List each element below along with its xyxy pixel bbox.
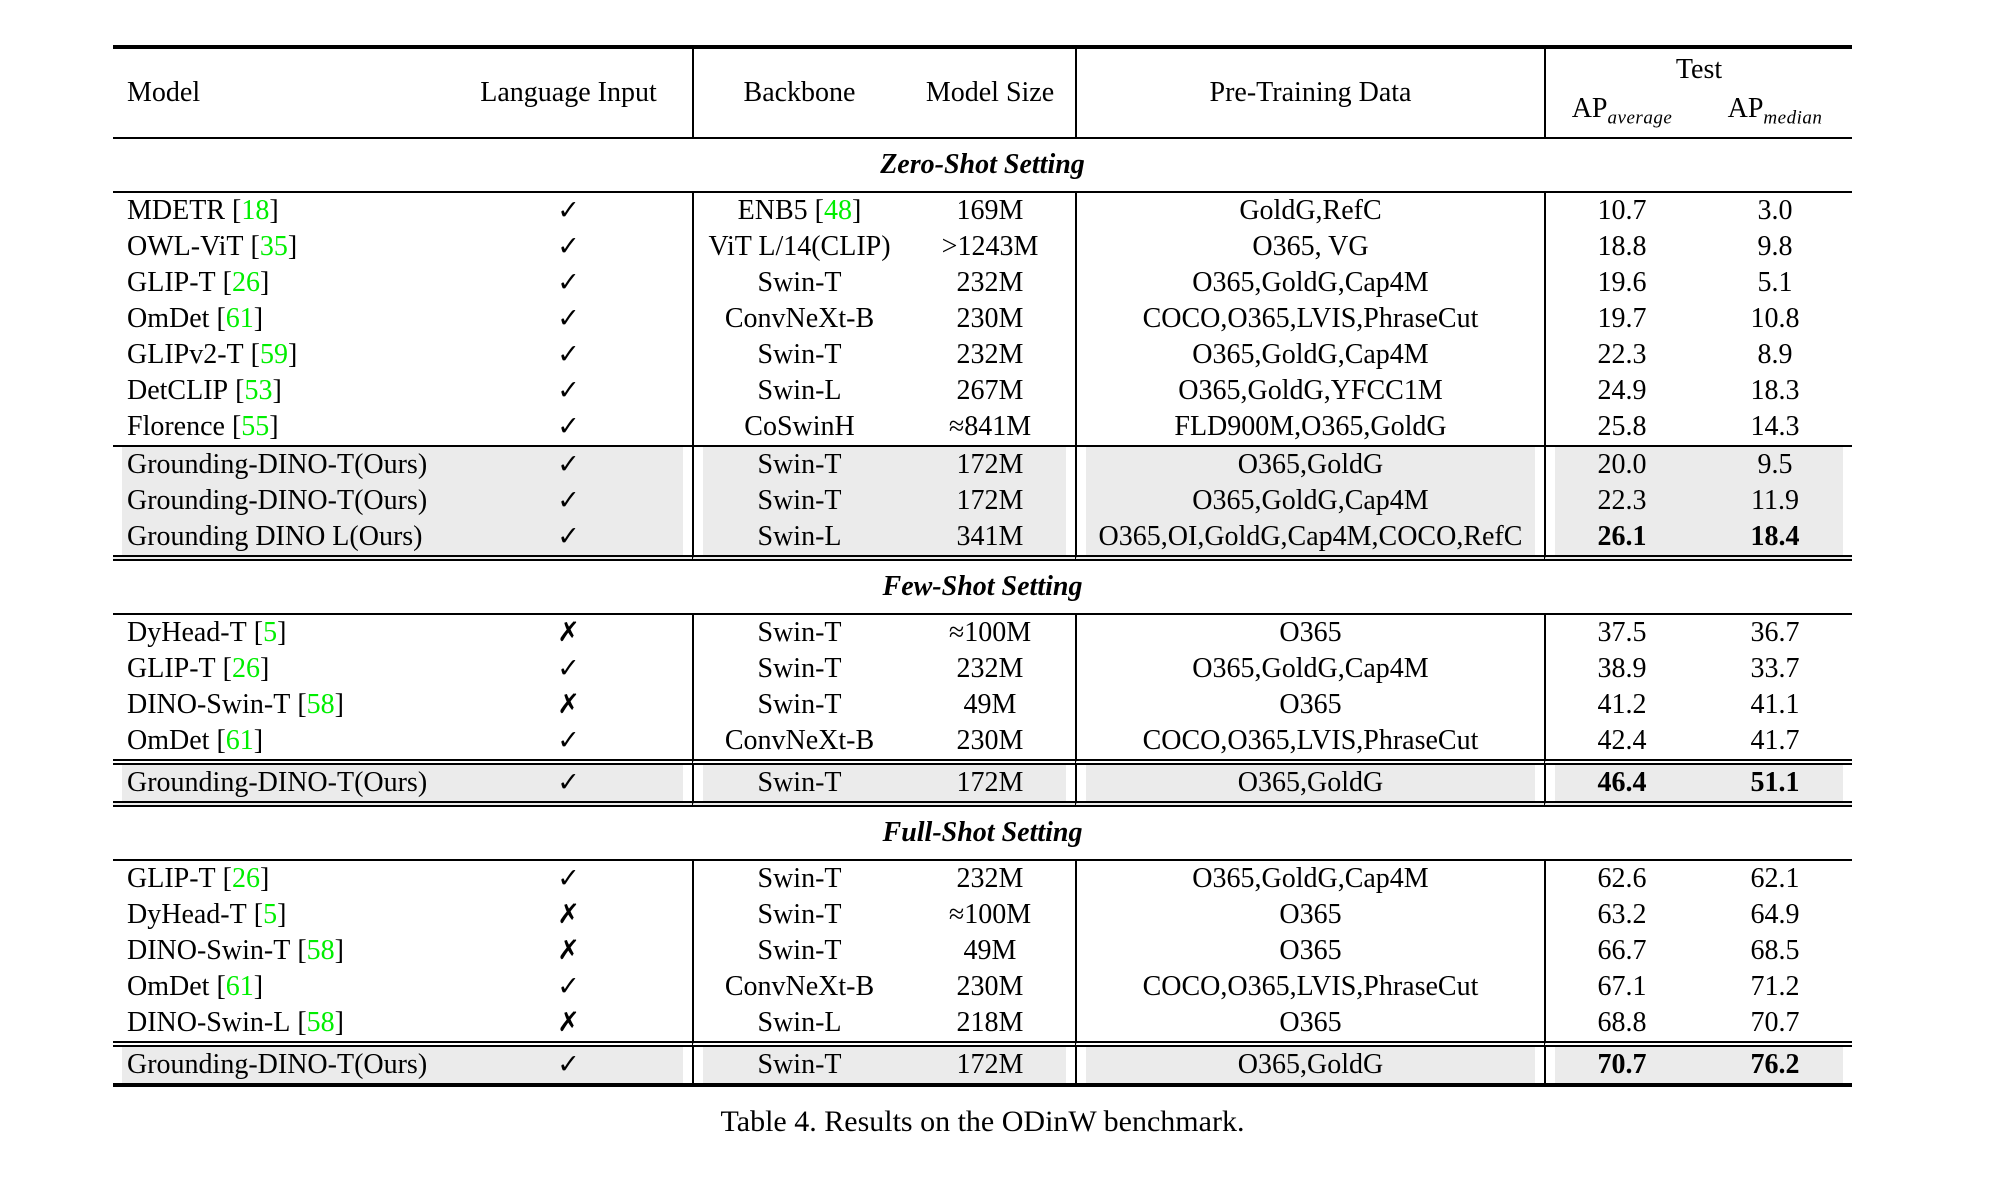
model-name: DINO-Swin-L [127, 1006, 291, 1038]
backbone-cell: ViT L/14(CLIP) [692, 229, 905, 265]
ap-average-cell: 22.3 [1544, 483, 1698, 519]
language-input-cell [445, 615, 692, 651]
section-header-few-shot [113, 561, 1852, 615]
ap-median-cell: 71.2 [1750, 970, 1800, 1002]
check-icon: ✓ [557, 448, 580, 480]
citation-number: 58 [306, 934, 335, 966]
model-cell [113, 483, 445, 519]
model-name: Grounding DINO L(Ours) [127, 520, 423, 552]
ap-average-cell: 37.5 [1544, 615, 1698, 651]
table-row [113, 229, 1852, 265]
table-row [113, 651, 1852, 687]
check-icon: ✓ [557, 194, 580, 226]
ap-average-cell: 70.7 [1544, 1047, 1698, 1083]
language-input-cell [445, 337, 692, 373]
model-cell [113, 933, 445, 969]
model-name: OmDet [127, 724, 210, 756]
check-icon: ✓ [557, 266, 580, 298]
ap-median-cell: 9.8 [1757, 230, 1793, 262]
ap-average-cell: 26.1 [1544, 519, 1698, 561]
pretrain-cell: GoldG,RefC [1075, 193, 1544, 229]
table-row [113, 1005, 1852, 1047]
col-header-ap-median [1698, 91, 1852, 139]
ap-median-cell: 41.7 [1698, 723, 1852, 765]
model-cell [113, 193, 445, 229]
ap-median-cell: 9.5 [1698, 447, 1852, 483]
check-icon: ✓ [557, 484, 580, 516]
language-input-cell [445, 687, 692, 723]
pretrain-cell: O365,OI,GoldG,Cap4M,COCO,RefC [1075, 519, 1544, 561]
section-title: Zero-Shot Setting [113, 139, 1852, 193]
model-name: DetCLIP [127, 374, 229, 406]
ap-median-cell: 33.7 [1750, 652, 1800, 684]
ap-median-cell: 8.9 [1757, 338, 1793, 370]
backbone-cell: Swin-T [692, 765, 905, 807]
ap-median-cell: 51.1 [1698, 765, 1852, 807]
backbone-cell: Swin-T [692, 1047, 905, 1083]
table-row [113, 193, 1852, 229]
backbone-cell: Swin-L [692, 519, 905, 561]
pretrain-cell: O365 [1075, 1005, 1544, 1047]
ap-median-cell: 70.7 [1698, 1005, 1852, 1047]
model-name: Grounding-DINO-T(Ours) [127, 448, 428, 480]
pretrain-cell: O365,GoldG [1075, 1047, 1544, 1083]
language-input-cell [445, 447, 692, 483]
citation-number: 53 [244, 374, 273, 406]
language-input-cell [445, 483, 692, 519]
language-input-cell [445, 969, 692, 1005]
ap-average-cell: 19.7 [1544, 301, 1698, 337]
check-icon: ✓ [557, 724, 580, 756]
check-icon: ✓ [557, 862, 580, 894]
model-size-cell: 49M [963, 934, 1017, 966]
check-icon: ✓ [557, 1048, 580, 1080]
backbone-cell: Swin-T [692, 337, 905, 373]
model-size-cell: 232M [956, 338, 1024, 370]
model-size-cell: 169M [956, 194, 1024, 226]
ap-median-cell: 62.1 [1750, 862, 1800, 894]
citation-number: 5 [263, 898, 278, 930]
model-cell [113, 519, 445, 561]
citation [251, 231, 298, 262]
citation-number: 59 [259, 338, 288, 370]
model-cell [113, 861, 445, 897]
model-size-cell: ≈841M [905, 409, 1075, 447]
model-name: Grounding-DINO-T(Ours) [127, 484, 428, 516]
col-header-test: Test [1544, 49, 1852, 91]
ap-average-cell: 25.8 [1544, 409, 1698, 447]
table-caption: Table 4. Results on the ODinW benchmark. [720, 1104, 1245, 1138]
model-name: DyHead-T [127, 616, 247, 648]
ap-average-cell: 38.9 [1544, 651, 1698, 687]
ap-average-cell: 67.1 [1544, 969, 1698, 1005]
cross-icon: ✗ [557, 688, 580, 720]
table-row [113, 687, 1852, 723]
model-cell [113, 1047, 445, 1083]
table-row [113, 723, 1852, 765]
model-name: Grounding-DINO-T(Ours) [127, 766, 428, 798]
model-cell [113, 265, 445, 301]
model-size-cell: 172M [905, 1047, 1075, 1083]
ap-average-cell: 20.0 [1544, 447, 1698, 483]
paper-table-figure [113, 45, 1852, 1141]
pretrain-cell: O365,GoldG,Cap4M [1075, 651, 1544, 687]
model-size-cell: ≈100M [948, 898, 1032, 930]
model-size-cell: 230M [956, 970, 1024, 1002]
pretrain-cell: O365, VG [1075, 229, 1544, 265]
ap-average-cell: 46.4 [1544, 765, 1698, 807]
model-name: DINO-Swin-T [127, 934, 291, 966]
ap-average-cell: 19.6 [1544, 265, 1698, 301]
ap-average-subscript: average [1607, 107, 1673, 129]
table-row [113, 301, 1852, 337]
backbone-cell [692, 193, 905, 229]
backbone-cell: Swin-T [692, 265, 905, 301]
ap-median-cell: 11.9 [1698, 483, 1852, 519]
check-icon: ✓ [557, 374, 580, 406]
model-cell [113, 229, 445, 265]
model-size-cell: >1243M [941, 230, 1039, 262]
model-size-cell: 341M [905, 519, 1075, 561]
ap-median-cell: 5.1 [1757, 266, 1793, 298]
ap-average-cell: 42.4 [1544, 723, 1698, 765]
backbone-cell: Swin-L [692, 373, 905, 409]
cross-icon: ✗ [557, 898, 580, 930]
pretrain-cell: O365,GoldG [1075, 447, 1544, 483]
table-row-ours [113, 765, 1852, 807]
citation-number: 61 [225, 970, 254, 1002]
citation [254, 617, 287, 648]
pretrain-cell: O365 [1075, 897, 1544, 933]
ap-average-cell: 10.7 [1544, 193, 1698, 229]
model-cell [113, 615, 445, 651]
model-name: MDETR [127, 194, 225, 226]
table-row [113, 265, 1852, 301]
model-name: GLIP-T [127, 652, 216, 684]
language-input-cell [445, 651, 692, 687]
section-header-zero-shot [113, 139, 1852, 193]
model-cell [113, 337, 445, 373]
language-input-cell [445, 1005, 692, 1047]
pretrain-cell: O365 [1075, 687, 1544, 723]
model-size-cell: 230M [956, 302, 1024, 334]
pretrain-cell: FLD900M,O365,GoldG [1075, 409, 1544, 447]
ap-label: AP [1727, 93, 1764, 124]
table-row [113, 969, 1852, 1005]
citation [232, 195, 279, 226]
table-row [113, 615, 1852, 651]
pretrain-cell: O365,GoldG,Cap4M [1075, 483, 1544, 519]
pretrain-cell: O365,GoldG,Cap4M [1075, 861, 1544, 897]
backbone-cell: Swin-T [692, 651, 905, 687]
citation [251, 339, 298, 370]
table-row-ours [113, 519, 1852, 561]
ap-median-cell: 41.1 [1750, 688, 1800, 720]
table-row-ours [113, 447, 1852, 483]
table-row [113, 933, 1852, 969]
ap-average-cell: 41.2 [1544, 687, 1698, 723]
model-cell [113, 409, 445, 447]
ap-median-cell: 10.8 [1750, 302, 1800, 334]
table-row [113, 897, 1852, 933]
citation-number: 58 [306, 688, 335, 720]
check-icon: ✓ [557, 652, 580, 684]
language-input-cell [445, 723, 692, 765]
check-icon: ✓ [557, 338, 580, 370]
table-row [113, 337, 1852, 373]
ap-median-cell: 76.2 [1698, 1047, 1852, 1083]
col-header-model-size: Model Size [905, 49, 1075, 139]
model-cell [113, 969, 445, 1005]
backbone-cell: Swin-L [692, 1005, 905, 1047]
model-size-cell: 232M [956, 266, 1024, 298]
model-name: OWL-ViT [127, 230, 244, 262]
check-icon: ✓ [557, 302, 580, 334]
backbone-cell: Swin-T [692, 483, 905, 519]
citation [216, 971, 263, 1002]
backbone-name: ENB5 [737, 194, 808, 226]
model-cell [113, 651, 445, 687]
model-name: Florence [127, 410, 225, 442]
citation [232, 411, 279, 442]
backbone-cell: Swin-T [692, 897, 905, 933]
cross-icon: ✗ [557, 934, 580, 966]
citation [297, 689, 344, 720]
ap-median-subscript: median [1763, 107, 1823, 129]
check-icon: ✓ [557, 410, 580, 442]
model-cell [113, 1005, 445, 1047]
citation-number: 26 [231, 266, 260, 298]
table-row [113, 861, 1852, 897]
model-size-cell: 267M [956, 374, 1024, 406]
model-cell [113, 447, 445, 483]
section-title: Full-Shot Setting [113, 807, 1852, 861]
col-header-language-input: Language Input [445, 49, 692, 139]
model-cell [113, 723, 445, 765]
citation-number: 55 [241, 410, 270, 442]
language-input-cell [445, 373, 692, 409]
model-cell [113, 897, 445, 933]
ap-label: AP [1571, 93, 1608, 124]
language-input-cell [445, 1047, 692, 1083]
pretrain-cell: O365,GoldG,Cap4M [1075, 265, 1544, 301]
model-size-cell: ≈100M [948, 616, 1032, 648]
citation [254, 899, 287, 930]
model-name: OmDet [127, 970, 210, 1002]
model-size-cell: 172M [905, 765, 1075, 807]
citation [815, 195, 862, 226]
model-size-cell: 172M [905, 483, 1075, 519]
model-size-cell: 232M [956, 862, 1024, 894]
col-header-model: Model [113, 49, 445, 139]
language-input-cell [445, 301, 692, 337]
model-name: DINO-Swin-T [127, 688, 291, 720]
citation-number: 18 [241, 194, 270, 226]
table-row-ours [113, 1047, 1852, 1083]
citation-number: 35 [259, 230, 288, 262]
backbone-cell: Swin-T [692, 861, 905, 897]
model-cell [113, 687, 445, 723]
citation-number: 58 [306, 1006, 335, 1038]
language-input-cell [445, 861, 692, 897]
table-row-ours [113, 483, 1852, 519]
ap-median-cell: 18.4 [1698, 519, 1852, 561]
citation [297, 935, 344, 966]
language-input-cell [445, 933, 692, 969]
pretrain-cell: COCO,O365,LVIS,PhraseCut [1075, 969, 1544, 1005]
ap-average-cell: 62.6 [1544, 861, 1698, 897]
model-name: GLIP-T [127, 862, 216, 894]
cross-icon: ✗ [557, 1006, 580, 1038]
ap-average-cell: 24.9 [1544, 373, 1698, 409]
citation-number: 26 [231, 862, 260, 894]
ap-average-cell: 66.7 [1544, 933, 1698, 969]
citation [223, 863, 270, 894]
ap-median-cell: 36.7 [1750, 616, 1800, 648]
backbone-cell: Swin-T [692, 447, 905, 483]
pretrain-cell: COCO,O365,LVIS,PhraseCut [1075, 301, 1544, 337]
language-input-cell [445, 897, 692, 933]
language-input-cell [445, 193, 692, 229]
results-table [113, 45, 1852, 1087]
citation-number: 61 [225, 724, 254, 756]
ap-average-cell: 18.8 [1544, 229, 1698, 265]
pretrain-cell: O365,GoldG,Cap4M [1075, 337, 1544, 373]
model-name: OmDet [127, 302, 210, 334]
col-header-ap-average [1544, 91, 1698, 139]
section-title: Few-Shot Setting [113, 561, 1852, 615]
language-input-cell [445, 229, 692, 265]
table-header-row [113, 49, 1852, 91]
backbone-cell: Swin-T [692, 687, 905, 723]
check-icon: ✓ [557, 970, 580, 1002]
pretrain-cell: O365,GoldG [1075, 765, 1544, 807]
backbone-cell: ConvNeXt-B [692, 969, 905, 1005]
table-row [113, 373, 1852, 409]
model-size-cell: 172M [905, 447, 1075, 483]
backbone-cell: ConvNeXt-B [692, 301, 905, 337]
model-cell [113, 301, 445, 337]
citation-number: 5 [263, 616, 278, 648]
section-header-full-shot [113, 807, 1852, 861]
model-name: Grounding-DINO-T(Ours) [127, 1048, 428, 1080]
model-size-cell: 49M [963, 688, 1017, 720]
ap-median-cell: 3.0 [1757, 194, 1793, 226]
backbone-cell: CoSwinH [692, 409, 905, 447]
ap-average-cell: 63.2 [1544, 897, 1698, 933]
citation [216, 725, 263, 756]
pretrain-cell: O365 [1075, 933, 1544, 969]
citation-number: 26 [231, 652, 260, 684]
ap-median-cell: 14.3 [1698, 409, 1852, 447]
model-name: GLIPv2-T [127, 338, 244, 370]
model-name: DyHead-T [127, 898, 247, 930]
backbone-cell: Swin-T [692, 615, 905, 651]
ap-average-cell: 68.8 [1544, 1005, 1698, 1047]
model-size-cell: 232M [956, 652, 1024, 684]
citation [297, 1007, 344, 1038]
pretrain-cell: O365 [1075, 615, 1544, 651]
pretrain-cell: O365,GoldG,YFCC1M [1075, 373, 1544, 409]
table-row [113, 409, 1852, 447]
language-input-cell [445, 519, 692, 561]
model-cell [113, 373, 445, 409]
citation-number: 61 [225, 302, 254, 334]
check-icon: ✓ [557, 520, 580, 552]
ap-median-cell: 18.3 [1750, 374, 1800, 406]
check-icon: ✓ [557, 230, 580, 262]
model-name: GLIP-T [127, 266, 216, 298]
citation [223, 267, 270, 298]
cross-icon: ✗ [557, 616, 580, 648]
citation [223, 653, 270, 684]
pretrain-cell: COCO,O365,LVIS,PhraseCut [1075, 723, 1544, 765]
model-size-cell: 230M [905, 723, 1075, 765]
backbone-cell: Swin-T [692, 933, 905, 969]
model-size-cell: 218M [905, 1005, 1075, 1047]
col-header-pretraining-data: Pre-Training Data [1075, 49, 1544, 139]
ap-median-cell: 64.9 [1750, 898, 1800, 930]
citation-number: 48 [824, 194, 852, 226]
citation [216, 303, 263, 334]
language-input-cell [445, 765, 692, 807]
ap-median-cell: 68.5 [1750, 934, 1800, 966]
check-icon: ✓ [557, 766, 580, 798]
ap-average-cell: 22.3 [1544, 337, 1698, 373]
model-cell [113, 765, 445, 807]
language-input-cell [445, 409, 692, 447]
backbone-cell: ConvNeXt-B [692, 723, 905, 765]
citation [235, 375, 282, 406]
col-header-backbone: Backbone [692, 49, 905, 139]
language-input-cell [445, 265, 692, 301]
